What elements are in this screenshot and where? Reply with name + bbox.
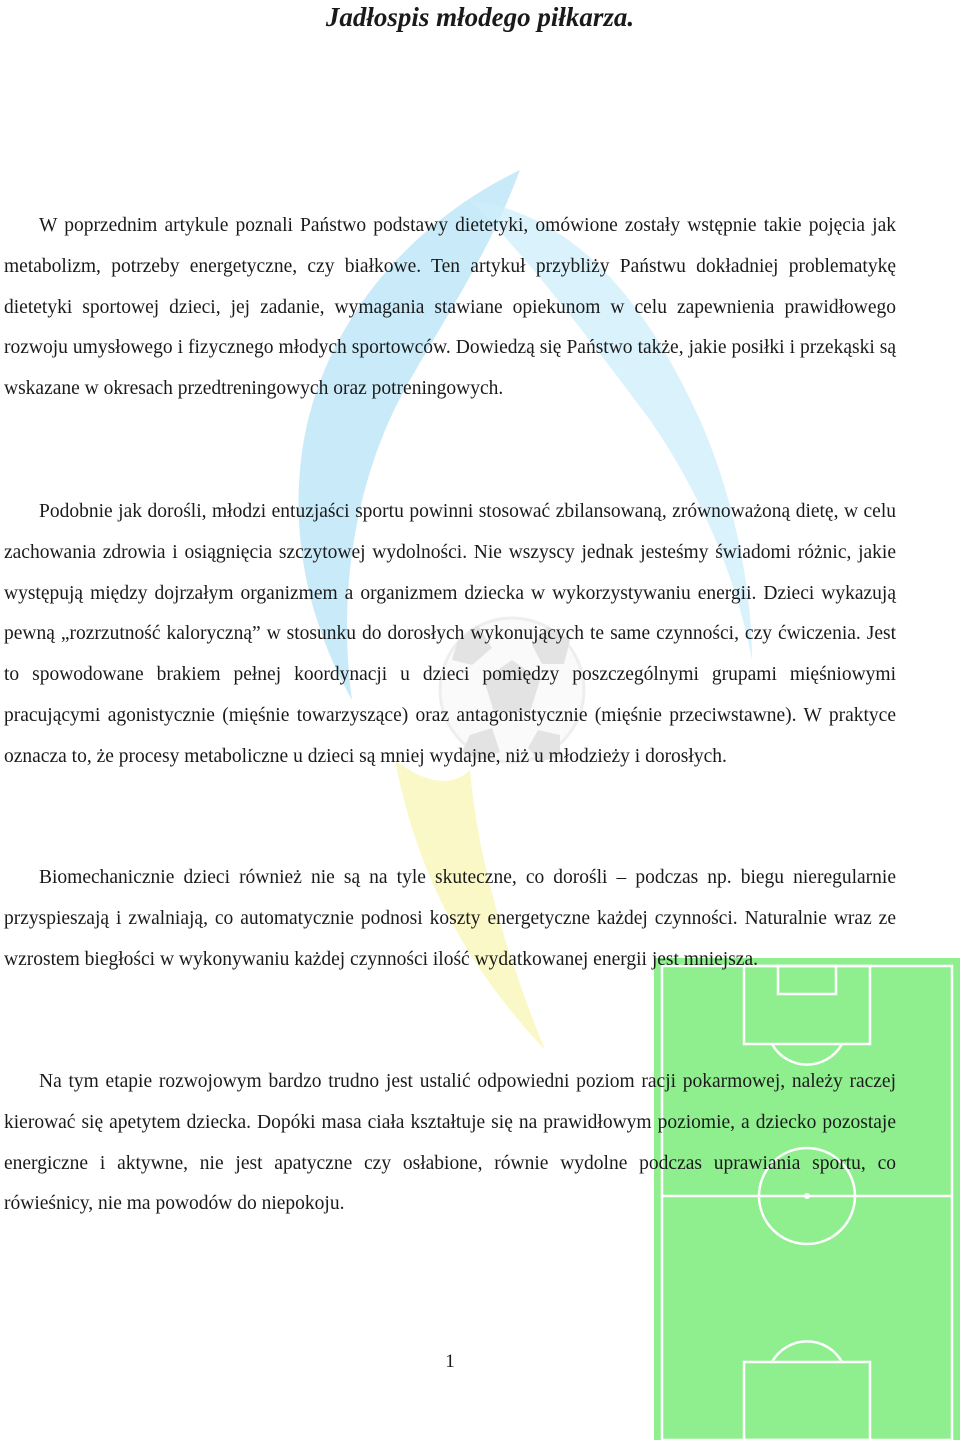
paragraph-appetite: Na tym etapie rozwojowym bardzo trudno jest ustalić odpowiedni poziom racji pokarmowej, należy raczej kierować się apetytem dziecka. Dopóki masa ciała kształtuje się na prawidłowym poziomie, a dziecko pozostaje energiczne i aktywne, nie jest apatyczne czy osłabione, równie wydolne podczas uprawiania sportu, co rówieśnicy, nie ma powodów do niepokoju.: [4, 1071, 896, 1215]
paragraph-energy-differences: Podobnie jak dorośli, młodzi entuzjaści sportu powinni stosować zbilansowaną, zrównoważoną dietę, w celu zachowania zdrowia i osiągnięcia szczytowej wydolności. Nie wszyscy jednak jesteśmy świadomi różnic, jakie występują między dojrzałym organizmem a organizmem dziecka w wykorzystywaniu energii. Dzieci wykazują pewną „rozrzutność kaloryczną” w stosunku do dorosłych wykonujących te same czynności, czy ćwiczenia. Jest to spowodowane brakiem pełnej koordynacji u dzieci pomiędzy poszczególnymi grupami mięśniowymi pracującymi agonistycznie (mięśnie towarzyszące) oraz antagonistycznie (mięśnie przeciwstawne). W praktyce oznacza to, że procesy metaboliczne u dzieci są mniej wydajne, niż u młodzieży i dorosłych.: [4, 501, 896, 767]
paragraph-intro: W poprzednim artykule poznali Państwo podstawy dietetyki, omówione zostały wstępnie takie pojęcia jak metabolizm, potrzeby energetyczne, czy białkowe. Ten artykuł przybliży Państwu dokładniej problematykę dietetyki sportowej dzieci, jej zadanie, wymagania stawiane opiekunom w celu zapewnienia prawidłowego rozwoju umysłowego i fizycznego młodych sportowców. Dowiedzą się Państwo także, jakie posiłki i przekąski są wskazane w okresach przedtreningowych oraz potreningowych.: [4, 215, 896, 400]
paragraph-biomechanics: Biomechanicznie dzieci również nie są na tyle skuteczne, co dorośli – podczas np. biegu nieregularnie przyspieszają i zwalniają, co automatycznie podnosi koszty energetyczne każdej czynności. Naturalnie wraz ze wzrostem biegłości w wykonywaniu każdej czynności ilość wydatkowanej energii jest mniejsza.: [4, 867, 896, 970]
document-title: Jadłospis młodego piłkarza.: [325, 2, 635, 32]
page-number: 1: [445, 1351, 455, 1372]
